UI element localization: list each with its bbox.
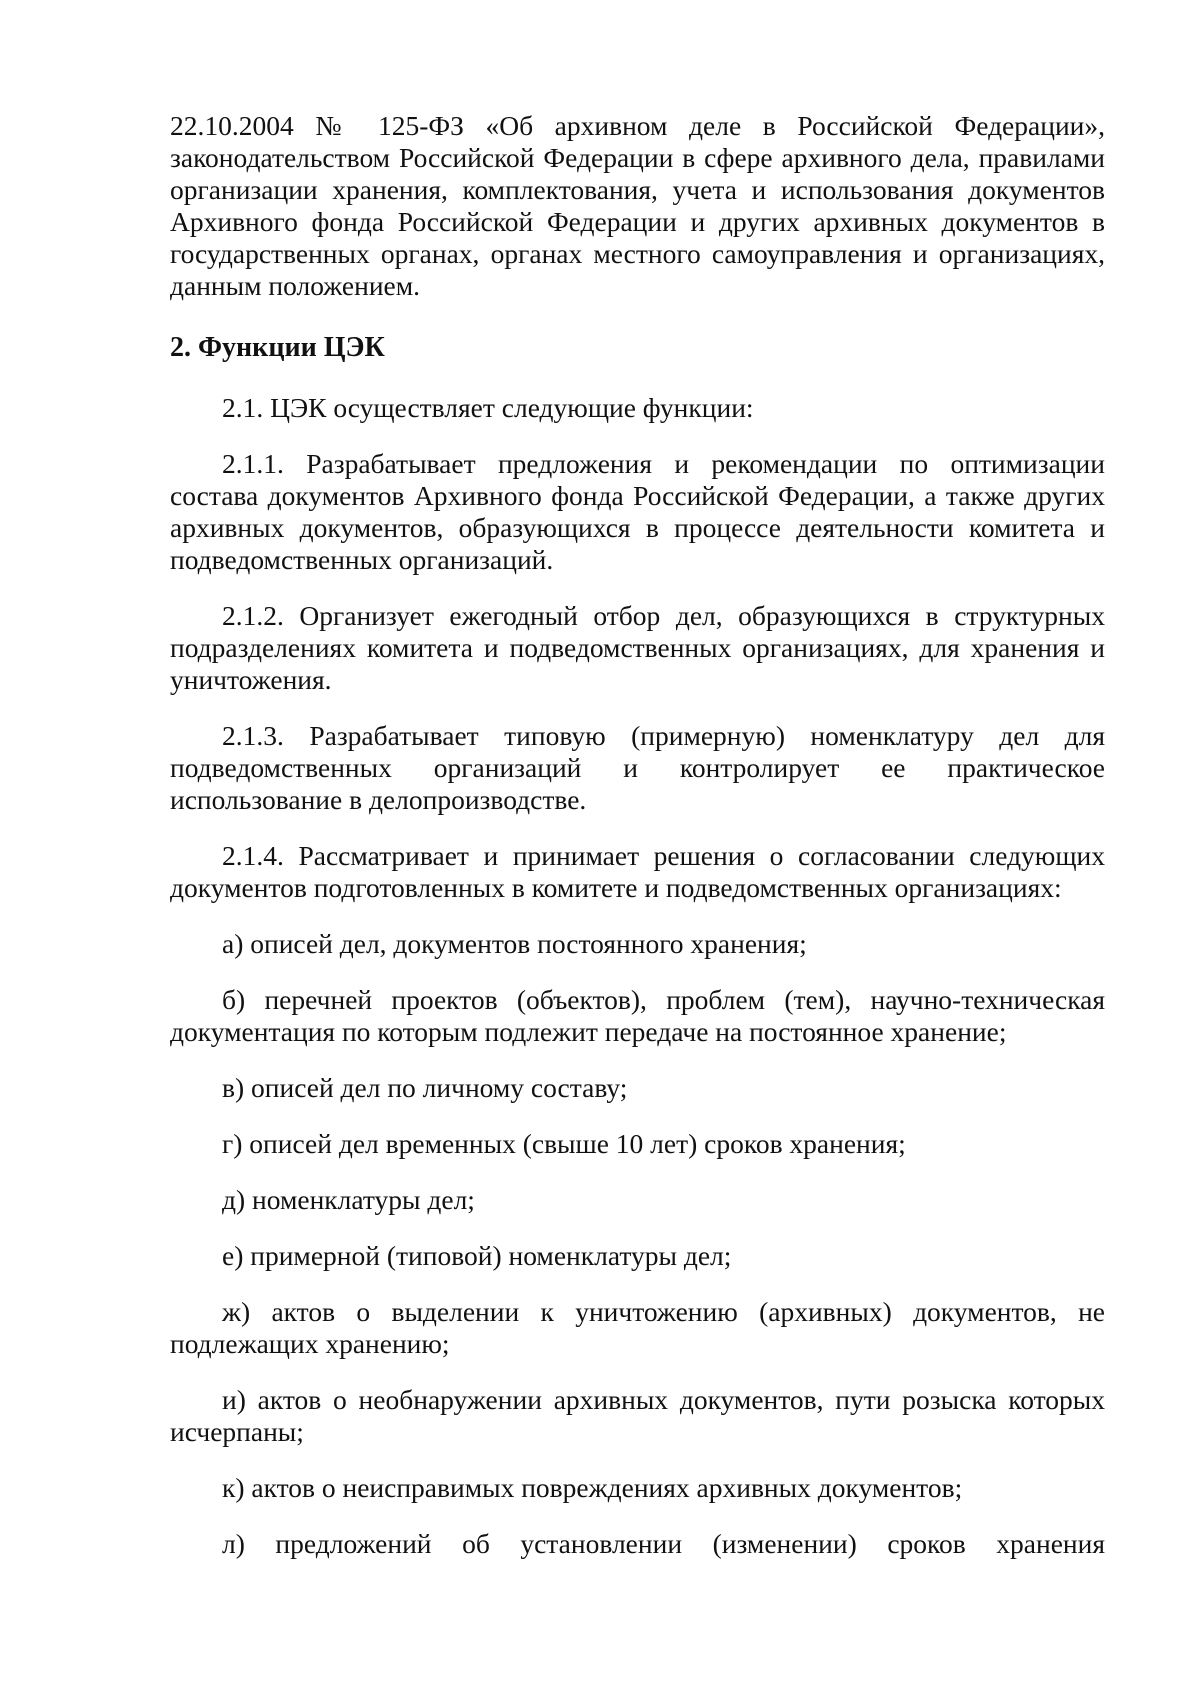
paragraph-2-1-4: 2.1.4. Рассматривает и принимает решения о согласовании следующих документов подготовленных в комитете и подведомственных организациях:	[170, 840, 1105, 903]
paragraph-2-1: 2.1. ЦЭК осуществляет следующие функции:	[222, 392, 754, 423]
paragraph-2-1-1: 2.1.1. Разрабатывает предложения и рекомендации по оптимизации состава документов Архивного фонда Российской Федерации, а также других архивных документов, образующихся в процессе деятельности комитета и подведомственных организаций.	[170, 448, 1105, 575]
paragraph-2-1-3: 2.1.3. Разрабатывает типовую (примерную) номенклатуру дел для подведомственных организаций и контролирует ее практическое использование в делопроизводстве.	[170, 720, 1105, 815]
section-title: 2. Функции ЦЭК	[170, 332, 385, 363]
list-item-g: г) описей дел временных (свыше 10 лет) сроков хранения;	[222, 1128, 906, 1159]
list-item-d: д) номенклатуры дел;	[222, 1184, 475, 1215]
list-item-a: а) описей дел, документов постоянного хранения;	[222, 928, 807, 959]
list-item-v: в) описей дел по личному составу;	[222, 1072, 628, 1103]
list-item-b: б) перечней проектов (объектов), проблем (тем), научно-техническая документация по которым подлежит передаче на постоянное хранение;	[170, 984, 1105, 1047]
paragraph-2-1-2: 2.1.2. Организует ежегодный отбор дел, образующихся в структурных подразделениях комитета и подведомственных организациях, для хранения и уничтожения.	[170, 600, 1105, 695]
intro-paragraph: 22.10.2004 № 125-ФЗ «Об архивном деле в Российской Федерации», законодательством Российской Федерации в сфере архивного дела, правилами организации хранения, комплектования, учета и использования документов Архивного фонда Российской Федерации и других архивных документов в государственных органах, органах местного самоуправления и организациях, данным положением.	[170, 110, 1105, 301]
list-item-k: к) актов о неисправимых повреждениях архивных документов;	[222, 1472, 963, 1503]
document-page	[170, 110, 1105, 1560]
list-item-e: е) примерной (типовой) номенклатуры дел;	[222, 1240, 732, 1271]
list-item-i: и) актов о необнаружении архивных документов, пути розыска которых исчерпаны;	[170, 1384, 1105, 1447]
list-item-zh: ж) актов о выделении к уничтожению (архивных) документов, не подлежащих хранению;	[170, 1296, 1105, 1359]
list-item-l: л) предложений об установлении (изменении) сроков хранения	[222, 1528, 1105, 1559]
